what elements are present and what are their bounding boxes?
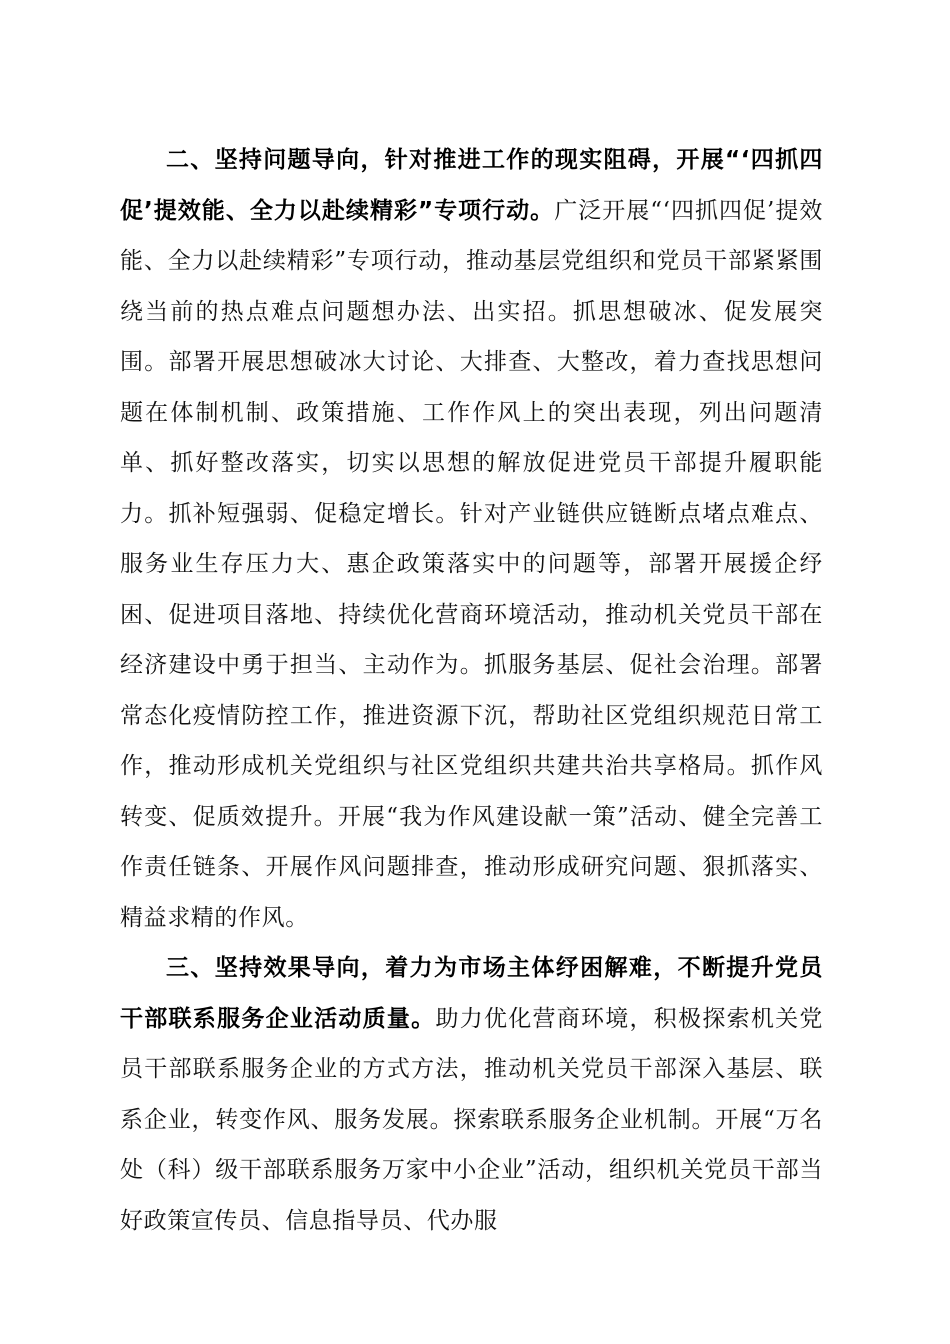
paragraph-section-two (120, 135, 823, 943)
document-body (120, 135, 823, 1246)
section-two-text: 广泛开展“‘四抓四促’提效能、全力以赴续精彩”专项行动，推动基层党组织和党员干部紧紧围绕当前的热点难点问题想办法、出实招。抓思想破冰、促发展突围。部署开展思想破冰大讨论、大排查、大整改，着力查找思想问题在体制机制、政策措施、工作作风上的突出表现，列出问题清单、抓好整改落实，切实以思想的解放促进党员干部提升履职能力。抓补短强弱、促稳定增长。针对产业链供应链断点堵点难点、服务业生存压力大、惠企政策落实中的问题等，部署开展援企纾困、促进项目落地、持续优化营商环境活动，推动机关党员干部在经济建设中勇于担当、主动作为。抓服务基层、促社会治理。部署常态化疫情防控工作，推进资源下沉，帮助社区党组织规范日常工作，推动形成机关党组织与社区党组织共建共治共享格局。抓作风转变、促质效提升。开展“我为作风建设献一策”活动、健全完善工作责任链条、开展作风问题排查，推动形成研究问题、狠抓落实、精益求精的作风。 (120, 197, 823, 931)
paragraph-section-three (120, 943, 823, 1246)
section-three-text: 助力优化营商环境，积极探索机关党员干部联系服务企业的方式方法，推动机关党员干部深入基层、联系企业，转变作风、服务发展。探索联系服务企业机制。开展“万名处（科）级干部联系服务万家中小企业”活动，组织机关党员干部当好政策宣传员、信息指导员、代办服 (120, 1005, 823, 1234)
section-three-heading: 三、坚持效果导向，着力为市场主体纾困解难，不断提升党员干部联系服务企业活动质量。 (120, 955, 823, 1032)
section-two-heading: 二、坚持问题导向，针对推进工作的现实阻碍，开展“‘四抓四促’提效能、全力以赴续精彩”专项行动。 (120, 147, 823, 224)
